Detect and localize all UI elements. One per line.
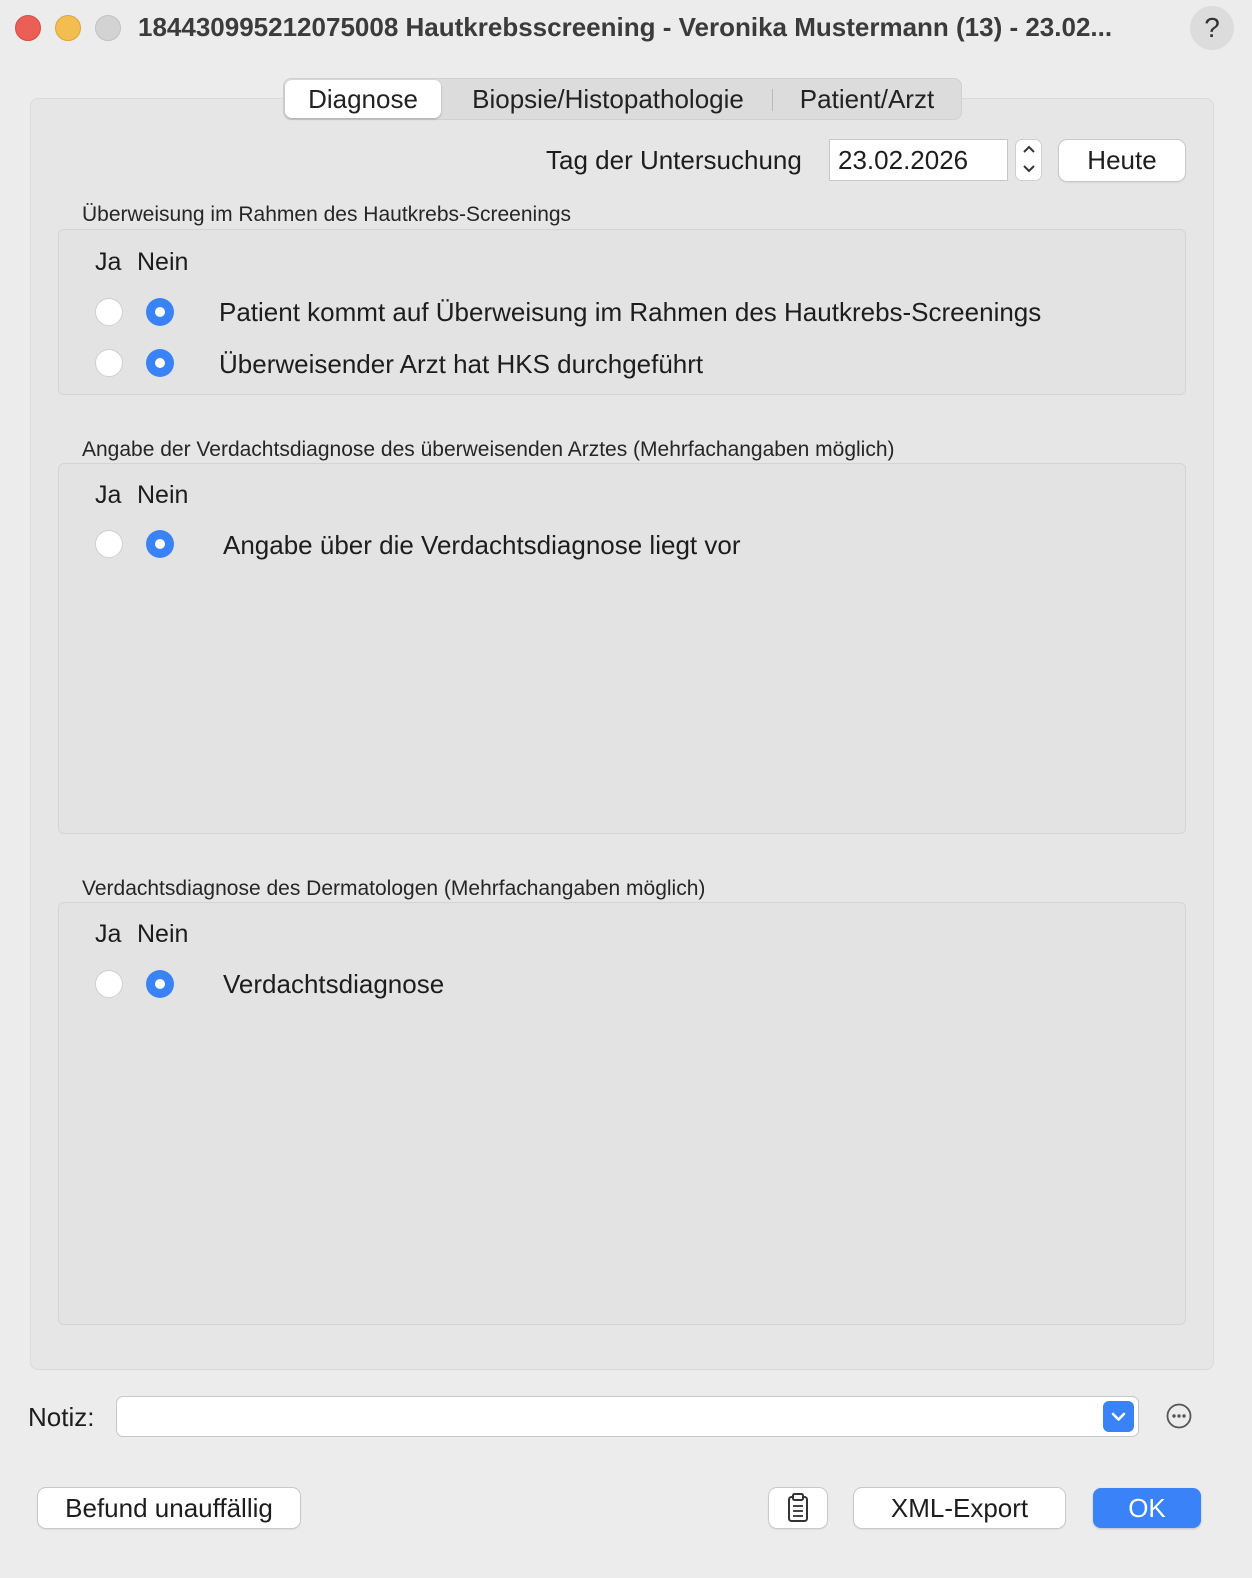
radio-suspected-diagnosis-info-ja[interactable] bbox=[95, 530, 123, 558]
note-dropdown-button[interactable] bbox=[1103, 1401, 1134, 1432]
window-title: 184430995212075008 Hautkrebsscreening - Veronika Mustermann (13) - 23.02... bbox=[138, 12, 1113, 42]
tab-bar bbox=[283, 78, 962, 120]
section-title-referring-suspected-diagnosis: Angabe der Verdachtsdiagnose des überweisenden Arztes (Mehrfachangaben möglich) bbox=[82, 438, 895, 461]
radio-dermatologist-diagnosis-nein[interactable] bbox=[146, 970, 174, 998]
tab-separator bbox=[772, 89, 773, 111]
exam-date-label: Tag der Untersuchung bbox=[546, 145, 802, 175]
column-header-ja: Ja bbox=[95, 481, 122, 509]
minimize-window-button[interactable] bbox=[55, 15, 81, 41]
row-label-suspected-diagnosis-info: Angabe über die Verdachtsdiagnose liegt vor bbox=[223, 530, 741, 560]
row-label-dermatologist-diagnosis: Verdachtsdiagnose bbox=[223, 969, 445, 999]
zoom-window-button[interactable] bbox=[95, 15, 121, 41]
note-combobox[interactable] bbox=[116, 1396, 1139, 1437]
date-stepper[interactable] bbox=[1015, 139, 1042, 181]
chevron-down-icon bbox=[1103, 1401, 1134, 1432]
normal-finding-button[interactable]: Befund unauffällig bbox=[38, 1488, 300, 1528]
section-title-dermatologist-diagnosis: Verdachtsdiagnose des Dermatologen (Mehrfachangaben möglich) bbox=[82, 877, 706, 900]
radio-referral-nein[interactable] bbox=[146, 298, 174, 326]
tab-biopsie-histopathologie[interactable]: Biopsie/Histopathologie bbox=[472, 84, 744, 114]
clipboard-button[interactable] bbox=[769, 1488, 827, 1528]
column-header-nein: Nein bbox=[137, 920, 189, 948]
column-header-ja: Ja bbox=[95, 920, 122, 948]
title-bar bbox=[0, 0, 1252, 56]
radio-hks-performed-ja[interactable] bbox=[95, 349, 123, 377]
xml-export-button[interactable]: XML-Export bbox=[854, 1488, 1065, 1528]
radio-hks-performed-nein[interactable] bbox=[146, 349, 174, 377]
section-box-dermatologist-diagnosis bbox=[58, 902, 1186, 1325]
column-header-nein: Nein bbox=[137, 481, 189, 509]
chevron-down-icon[interactable] bbox=[1022, 164, 1036, 174]
ellipsis-circle-icon[interactable] bbox=[1166, 1403, 1192, 1429]
column-header-nein: Nein bbox=[137, 248, 189, 276]
section-title-referral: Überweisung im Rahmen des Hautkrebs-Screenings bbox=[82, 203, 572, 226]
section-box-referring-suspected-diagnosis bbox=[58, 463, 1186, 834]
close-window-button[interactable] bbox=[15, 15, 41, 41]
radio-dermatologist-diagnosis-ja[interactable] bbox=[95, 970, 123, 998]
column-header-ja: Ja bbox=[95, 248, 122, 276]
clipboard-icon bbox=[769, 1488, 827, 1528]
ok-button[interactable]: OK bbox=[1093, 1488, 1201, 1528]
radio-referral-ja[interactable] bbox=[95, 298, 123, 326]
chevron-up-icon[interactable] bbox=[1022, 144, 1036, 154]
exam-date-field[interactable]: 23.02.2026 bbox=[829, 139, 1008, 181]
row-label-referral: Patient kommt auf Überweisung im Rahmen des Hautkrebs-Screenings bbox=[219, 297, 1042, 327]
tab-patient-arzt[interactable]: Patient/Arzt bbox=[799, 84, 935, 114]
radio-suspected-diagnosis-info-nein[interactable] bbox=[146, 530, 174, 558]
today-button[interactable]: Heute bbox=[1059, 140, 1185, 181]
tab-diagnose[interactable]: Diagnose bbox=[285, 80, 441, 118]
row-label-hks-performed: Überweisender Arzt hat HKS durchgeführt bbox=[219, 349, 704, 379]
help-button[interactable]: ? bbox=[1190, 6, 1234, 50]
note-label: Notiz: bbox=[28, 1402, 95, 1432]
